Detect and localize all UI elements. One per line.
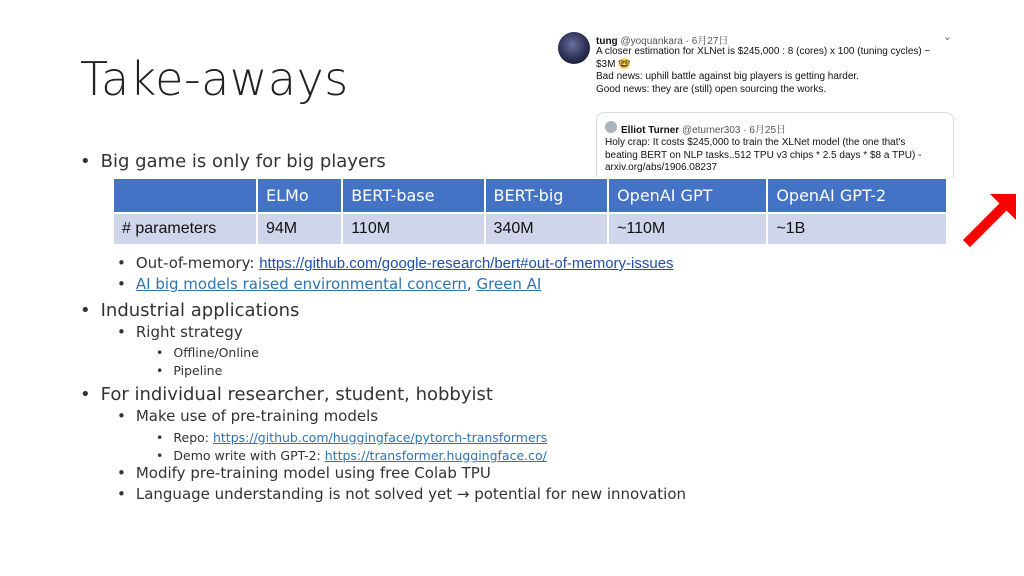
bullet-text: Pipeline <box>173 363 223 378</box>
parameters-table <box>112 177 948 246</box>
tweet-line: $3M 🤓 <box>596 58 631 70</box>
table-cell: 340M <box>485 213 609 245</box>
bullet-dot-icon: • <box>156 363 164 378</box>
separator: , <box>466 275 477 293</box>
tweet-line: Good news: they are (still) open sourcing the works. <box>596 83 827 95</box>
table-header-cell <box>113 178 257 213</box>
quoted-date: · 6月25日 <box>743 125 787 136</box>
bullet-dot-icon: • <box>117 407 126 425</box>
table-cell: ~110M <box>608 213 767 245</box>
bullet-text: Repo: <box>173 430 213 445</box>
bullet-text: Out-of-memory: <box>135 254 260 272</box>
quoted-tweet <box>596 112 954 178</box>
quoted-author: Elliot Turner <box>621 125 680 136</box>
quoted-line: beating BERT on NLP tasks..512 TPU v3 chips * 2.5 days * $8 a TPU) - <box>605 149 922 161</box>
red-arrow-icon <box>962 190 1022 250</box>
bullet-text: Demo write with GPT-2: <box>173 448 325 463</box>
tweet-author: tung <box>596 36 618 47</box>
bullet-text: For individual researcher, student, hobbyist <box>100 384 493 405</box>
bullet-dot-icon: • <box>117 254 126 272</box>
quoted-line: Holy crap: It costs $245,000 to train the XLNet model (the one that's <box>605 137 906 148</box>
bullet-repo <box>156 430 547 445</box>
tweet-line: A closer estimation for XLNet is $245,000 : 8 (cores) x 100 (tuning cycles) ~ <box>596 46 931 57</box>
repo-link[interactable]: https://github.com/huggingface/pytorch-transformers <box>212 430 548 445</box>
bullet-individual <box>80 384 493 405</box>
bullet-dot-icon: • <box>156 345 164 360</box>
bullet-oom <box>117 254 674 272</box>
bullet-text: Industrial applications <box>100 300 300 321</box>
table-cell: ~1B <box>767 213 947 245</box>
avatar-icon <box>605 121 617 133</box>
table-header-cell: BERT-big <box>485 178 609 213</box>
bullet-text: Right strategy <box>135 323 243 341</box>
avatar-icon <box>558 32 590 64</box>
bullet-text: Make use of pre-training models <box>135 407 379 425</box>
bullet-dot-icon: • <box>117 323 126 341</box>
bullet-demo <box>156 448 547 463</box>
bullet-dot-icon: • <box>117 275 126 293</box>
bullet-offline-online <box>156 345 259 360</box>
table-header-cell: ELMo <box>257 178 342 213</box>
quoted-tweet-header <box>621 121 786 136</box>
bullet-dot-icon: • <box>80 384 91 405</box>
tweet-screenshot <box>556 24 966 178</box>
table-row <box>113 213 947 245</box>
tweet-date: · 6月27日 <box>685 36 729 47</box>
bullet-industrial <box>80 300 299 321</box>
bullet-environment <box>117 275 541 293</box>
table-header-row <box>113 178 947 213</box>
bullet-language <box>117 485 686 503</box>
table-cell: # parameters <box>113 213 257 245</box>
table-header-cell: BERT-base <box>342 178 484 213</box>
bullet-dot-icon: • <box>80 151 91 172</box>
bullet-dot-icon: • <box>156 430 164 445</box>
table-header-cell: OpenAI GPT <box>608 178 767 213</box>
demo-link[interactable]: https://transformer.huggingface.co/ <box>324 448 547 463</box>
bullet-colab <box>117 464 491 482</box>
table-cell: 110M <box>342 213 484 245</box>
bullet-dot-icon: • <box>117 485 126 503</box>
tweet-body <box>596 46 930 96</box>
tweet-header <box>596 32 728 47</box>
tweet-line: Bad news: uphill battle against big players is getting harder. <box>596 71 859 82</box>
tweet-handle: @yoquankara <box>620 36 683 47</box>
bullet-pipeline <box>156 363 222 378</box>
bullet-text: Modify pre-training model using free Colab TPU <box>135 464 491 482</box>
bullet-dot-icon: • <box>80 300 91 321</box>
chevron-down-icon: ⌄ <box>942 30 952 43</box>
slide-title: Take-aways <box>80 52 349 106</box>
quoted-handle: @eturner303 <box>681 125 741 136</box>
quoted-tweet-body <box>605 137 921 175</box>
bullet-text: Offline/Online <box>173 345 259 360</box>
quoted-line: arxiv.org/abs/1906.08237 <box>605 162 718 173</box>
bullet-right-strategy <box>117 323 243 341</box>
bullet-text: Big game is only for big players <box>100 151 386 172</box>
bullet-pretrained <box>117 407 378 425</box>
environment-link[interactable]: AI big models raised environmental concern <box>135 275 467 293</box>
table-header-cell: OpenAI GPT-2 <box>767 178 947 213</box>
green-ai-link[interactable]: Green AI <box>476 275 542 293</box>
table-cell: 94M <box>257 213 342 245</box>
bullet-big-game <box>80 151 386 172</box>
bullet-dot-icon: • <box>156 448 164 463</box>
oom-link[interactable]: https://github.com/google-research/bert#out-of-memory-issues <box>259 255 674 272</box>
bullet-dot-icon: • <box>117 464 126 482</box>
bullet-text: Language understanding is not solved yet → potential for new innovation <box>135 485 687 503</box>
